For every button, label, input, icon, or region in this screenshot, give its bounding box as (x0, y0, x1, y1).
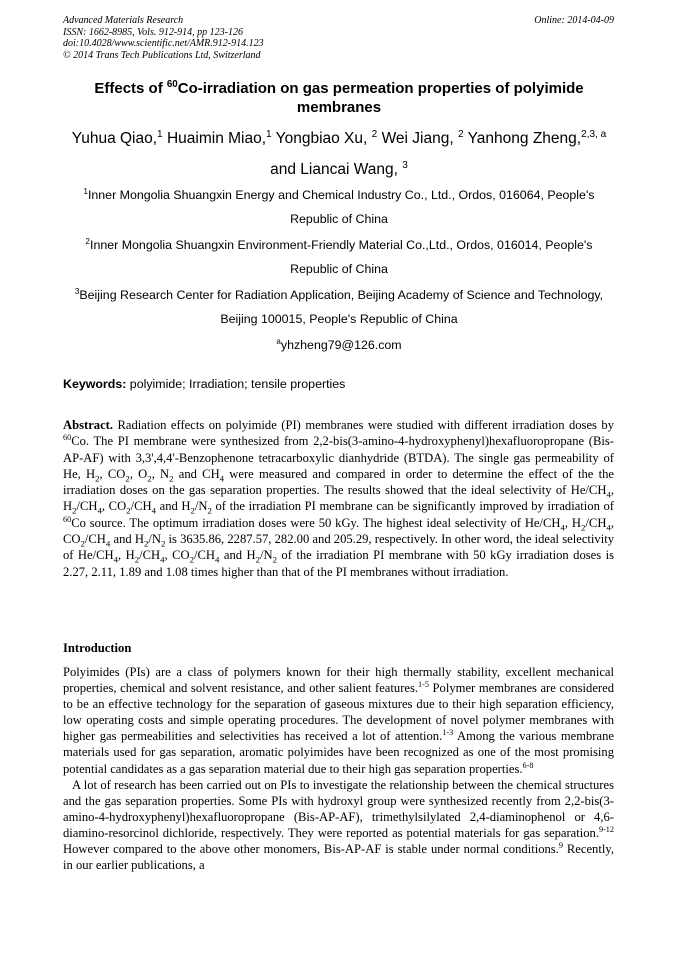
abstract-text: , CO (101, 499, 127, 514)
abstract-sub: 2 (95, 473, 100, 484)
doi-line: doi:10.4028/www.scientific.net/AMR.912-914.123 (63, 38, 264, 49)
paragraph (63, 664, 614, 777)
abstract-sub: 4 (606, 489, 611, 500)
abstract-sub: 4 (606, 522, 611, 533)
affiliation-sup: 2 (85, 236, 91, 246)
author-list (50, 123, 628, 185)
citation: 1-3 (442, 728, 454, 738)
abstract-sub: 4 (219, 473, 225, 484)
abstract-sub: 2 (147, 473, 152, 484)
abstract-sub: 2 (126, 506, 131, 516)
abstract-text: /N (148, 532, 161, 547)
abstract-text: /CH (139, 548, 161, 563)
abstract-sub: 2 (207, 506, 212, 516)
affiliation-3 (63, 283, 615, 331)
affiliation-2 (63, 233, 615, 281)
abstract-text: Radiation effects on polyimide (PI) membranes were studied with different irradiation doses by (113, 418, 614, 432)
abstract-sub: 2 (72, 506, 77, 516)
abstract-sub: 2 (581, 522, 586, 533)
abstract-sub: 2 (143, 538, 149, 549)
abstract-text: , N (151, 466, 170, 481)
author-sup: 3 (402, 159, 408, 171)
citation: 1-5 (418, 679, 429, 689)
title-sup: 60 (166, 79, 178, 90)
affiliation-text: Inner Mongolia Shuangxin Environment-Friendly Material Co.,Ltd., Ordos, 016014, People's Republic of China (90, 238, 593, 276)
abstract-label: Abstract. (63, 418, 114, 432)
abstract-text: /CH (76, 499, 98, 514)
abstract-text: and H (219, 548, 256, 563)
para-text: Polyimides (PIs) are a class of polymers known for their high thermally stability, excellent mechanical properties, chemical and solvent resistance, and other salient features. (63, 665, 614, 696)
corresponding-email (63, 333, 615, 357)
affiliation-sup: 1 (83, 186, 88, 196)
para-text: Recently, in our earlier publications, a (63, 842, 614, 873)
abstract-text: /CH (585, 515, 607, 530)
journal-name: Advanced Materials Research (63, 15, 184, 26)
abstract-sub: 2 (169, 473, 174, 484)
abstract-sub: 2 (272, 554, 277, 565)
keywords-label: Keywords: (63, 377, 127, 391)
paragraph (63, 777, 614, 874)
abstract-text: Co source. The optimum irradiation doses were 50 kGy. The highest ideal selectivity of He/CH (71, 515, 561, 530)
title-pre: Effects of (94, 80, 167, 97)
para-text: However compared to the above other monomers, Bis-AP-AF is stable under normal conditions. (63, 842, 559, 857)
issn-line: ISSN: 1662-8985, Vols. 912-914, pp 123-126 (63, 26, 243, 38)
abstract-sub: 4 (560, 522, 565, 533)
affiliation-text: Inner Mongolia Shuangxin Energy and Chemical Industry Co., Ltd., Ordos, 016064, People's Republic of China (87, 188, 595, 226)
citation: 9-12 (598, 824, 614, 834)
author: Yuhua Qiao, (71, 130, 158, 147)
abstract-text: and H (156, 499, 191, 514)
abstract-text: , CO (63, 515, 614, 547)
abstract-text: is 3635.86, 2287.57, 282.00 and 205.29, respectively. In other word, the ideal selectivity of He/CH (63, 532, 614, 563)
affiliation-1 (63, 183, 615, 231)
abstract (63, 417, 614, 580)
abstract-sub: 2 (190, 506, 195, 516)
abstract-sub: 4 (160, 554, 165, 565)
abstract-text: of the irradiation PI membrane can be significantly improved by irradiation of (211, 499, 614, 514)
abstract-text: /N (259, 548, 273, 563)
abstract-text: /CH (194, 548, 216, 563)
abstract-text: of the irradiation PI membrane with 50 kGy irradiation doses is 2.27, 2.11, 1.89 and 1.08 times higher than that of the PI membranes without irradiation. (63, 548, 614, 579)
abstract-sub: 4 (113, 554, 119, 565)
abstract-sub: 2 (189, 554, 195, 565)
abstract-text: , H (118, 548, 135, 563)
journal-header (63, 15, 264, 61)
paper-title (63, 79, 615, 117)
author-sup: 2 (457, 128, 464, 140)
abstract-text: /N (194, 499, 208, 514)
author: Yanhong Zheng, (467, 130, 582, 147)
author-sup: 1 (266, 128, 272, 140)
abstract-sub: 2 (80, 538, 85, 549)
para-text: Polymer membranes are considered to be an effective technology for the separation of gaseous mixtures due to their high separation efficiency, low operating costs and simple operating procedures. The development of novel polymer membranes with higher gas permeabilities and selectivities has received a lot of attention. (63, 681, 614, 744)
abstract-text: /CH (130, 499, 152, 514)
abstract-sub: 4 (97, 506, 102, 516)
abstract-text: Co. The PI membrane were synthesized from 2,2-bis(3-amino-4-hydroxyphenyl)hexafluoropropane (Bis-AP-AF) with 3,3',4,4'-Benzophenone tetracarboxylic dianhydride (BTDA). The single gas permeability of He, H (63, 434, 614, 481)
abstract-text: were measured and compared in order to determine the effect of the the irradiation doses on the gas separation properties. The results showed that the ideal selectivity of He/CH (63, 466, 614, 498)
author: Yongbiao Xu, (275, 130, 368, 147)
abstract-sub: 4 (215, 554, 220, 565)
abstract-text: , CO (99, 466, 126, 481)
abstract-sub: 2 (125, 473, 130, 484)
keywords (63, 377, 345, 391)
online-date: Online: 2014-04-09 (534, 15, 614, 26)
author: and Liancai Wang, (270, 161, 398, 178)
keywords-text: polyimide; Irradiation; tensile properties (126, 377, 346, 391)
introduction-body (63, 664, 614, 873)
citation: 6-8 (522, 760, 534, 770)
email-sup: a (276, 336, 281, 346)
abstract-text: and H (110, 532, 144, 547)
abstract-sub: 2 (134, 554, 140, 565)
abstract-sup: 60 (63, 514, 72, 524)
abstract-text: and CH (173, 466, 220, 481)
author-sup: 2,3, a (581, 128, 607, 140)
affiliation-text: Beijing Research Center for Radiation Application, Beijing Academy of Science and Technology, Beijing 100015, People's Republic of China (79, 288, 604, 326)
title-post: Co-irradiation on gas permeation properties of polyimide membranes (177, 80, 584, 116)
author: Wei Jiang, (381, 130, 454, 147)
abstract-text: /CH (84, 532, 106, 547)
abstract-text: , H (564, 515, 582, 530)
abstract-text: , CO (164, 548, 190, 563)
abstract-text: , H (63, 483, 614, 514)
citation: 9 (558, 840, 563, 850)
copyright-line: © 2014 Trans Tech Publications Ltd, Switzerland (63, 49, 261, 61)
para-text: A lot of research has been carried out on PIs to investigate the relationship between the chemical structures and the gas separation properties. Some PIs with hydroxyl group were synthesized recently from 2,2-bis(3-amino-4-hydroxyphenyl)hexafluoropropane (Bis-AP-AF), trimethylsilylated 2,4-diaminophenol or 4,6-diamino-resorcinol dichloride, respectively. They were reported as potential materials for gas separation. (63, 777, 614, 840)
abstract-sub: 2 (160, 538, 166, 549)
section-heading-introduction: Introduction (63, 641, 132, 655)
author: Huaimin Miao, (166, 130, 267, 147)
para-text: Among the various membrane materials used for gas separation, aromatic polyimides have been recognized as one of the most promising potential candidates as a gas separation material due to their high gas separation properties. (63, 729, 614, 776)
abstract-sub: 2 (255, 554, 260, 565)
author-sup: 1 (157, 128, 163, 140)
affiliation-sup: 3 (74, 286, 80, 296)
abstract-sub: 4 (151, 506, 156, 516)
email-text: yhzheng79@126.com (280, 338, 402, 352)
abstract-sup: 60 (63, 433, 72, 443)
abstract-text: , O (129, 466, 148, 481)
author-sup: 2 (371, 128, 378, 140)
abstract-sub: 4 (105, 538, 111, 549)
